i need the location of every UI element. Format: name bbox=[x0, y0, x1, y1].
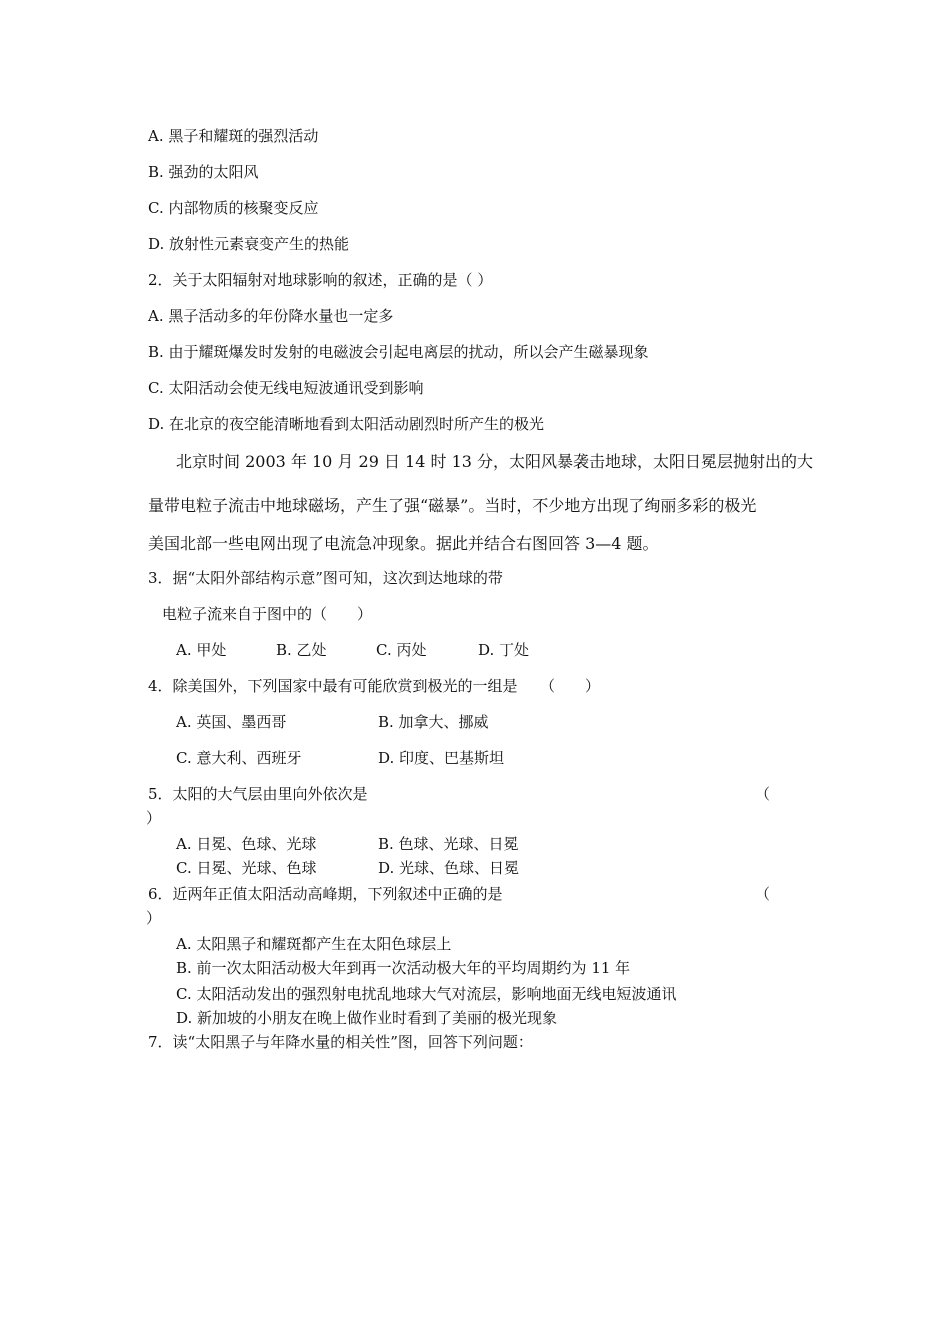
question-2-stem: 2．关于太阳辐射对地球影响的叙述，正确的是（ ） bbox=[148, 271, 493, 289]
question-4-options-row-2 bbox=[176, 748, 576, 768]
question-2-option-d: D. 在北京的夜空能清晰地看到太阳活动剧烈时所产生的极光 bbox=[148, 415, 545, 433]
question-4-option-d: D. 印度、巴基斯坦 bbox=[378, 749, 505, 767]
option-b: B. 强劲的太阳风 bbox=[148, 163, 259, 181]
question-3-stem: 3．据“太阳外部结构示意”图可知，这次到达地球的带 bbox=[148, 569, 503, 587]
option-a: A. 黑子和耀斑的强烈活动 bbox=[148, 127, 319, 145]
question-6-option-c: C. 太阳活动发出的强烈射电扰乱地球大气对流层，影响地面无线电短波通讯 bbox=[176, 985, 677, 1003]
question-6-paren-close: ） bbox=[146, 909, 162, 927]
passage-line-3: 美国北部一些电网出现了电流急冲现象。据此并结合右图回答 3—4 题。 bbox=[148, 534, 659, 553]
question-3-options bbox=[176, 640, 576, 660]
question-4-option-c: C. 意大利、西班牙 bbox=[176, 749, 302, 767]
question-3-option-b: B. 乙处 bbox=[276, 641, 327, 659]
question-6-option-b: B. 前一次太阳活动极大年到再一次活动极大年的平均周期约为 11 年 bbox=[176, 959, 631, 977]
question-3-stem-cont: 电粒子流来自于图中的（ ） bbox=[162, 605, 373, 623]
question-7-stem: 7．读“太阳黑子与年降水量的相关性”图，回答下列问题： bbox=[148, 1033, 533, 1051]
question-4-options-row-1 bbox=[176, 712, 576, 732]
question-5-stem: 5．太阳的大气层由里向外依次是 bbox=[148, 785, 368, 803]
question-5-option-c: C. 日冕、光球、色球 bbox=[176, 859, 317, 877]
question-4-option-a: A. 英国、墨西哥 bbox=[176, 713, 287, 731]
question-4-stem: 4．除美国外，下列国家中最有可能欣赏到极光的一组是 （ ） bbox=[148, 677, 601, 695]
question-2-option-a: A. 黑子活动多的年份降水量也一定多 bbox=[148, 307, 394, 325]
option-d: D. 放射性元素衰变产生的热能 bbox=[148, 235, 350, 253]
question-4-option-b: B. 加拿大、挪威 bbox=[378, 713, 489, 731]
question-3-option-c: C. 丙处 bbox=[376, 641, 427, 659]
question-2-option-c: C. 太阳活动会使无线电短波通讯受到影响 bbox=[148, 379, 424, 397]
option-c: C. 内部物质的核聚变反应 bbox=[148, 199, 319, 217]
question-6-option-a: A. 太阳黑子和耀斑都产生在太阳色球层上 bbox=[176, 935, 452, 953]
question-3-option-a: A. 甲处 bbox=[176, 641, 227, 659]
question-6-stem: 6．近两年正值太阳活动高峰期，下列叙述中正确的是 bbox=[148, 885, 503, 903]
question-6-option-d: D. 新加坡的小朋友在晚上做作业时看到了美丽的极光现象 bbox=[176, 1009, 558, 1027]
question-5-paren-close: ） bbox=[146, 809, 162, 827]
question-5-option-b: B. 色球、光球、日冕 bbox=[378, 835, 519, 853]
question-5-paren-open: （ bbox=[755, 785, 771, 803]
passage-line-1: 北京时间 2003 年 10 月 29 日 14 时 13 分，太阳风暴袭击地球，太阳日冕层抛射出的大 bbox=[176, 452, 814, 471]
question-5-options-row-2 bbox=[176, 858, 576, 878]
question-3-option-d: D. 丁处 bbox=[478, 641, 530, 659]
passage-line-2: 量带电粒子流击中地球磁场，产生了强“磁暴”。当时，不少地方出现了绚丽多彩的极光 bbox=[148, 496, 757, 515]
question-5-option-a: A. 日冕、色球、光球 bbox=[176, 835, 317, 853]
question-5-option-d: D. 光球、色球、日冕 bbox=[378, 859, 520, 877]
question-6-paren-open: （ bbox=[755, 885, 771, 903]
question-5-options-row-1 bbox=[176, 834, 576, 854]
question-2-option-b: B. 由于耀斑爆发时发射的电磁波会引起电离层的扰动，所以会产生磁暴现象 bbox=[148, 343, 649, 361]
